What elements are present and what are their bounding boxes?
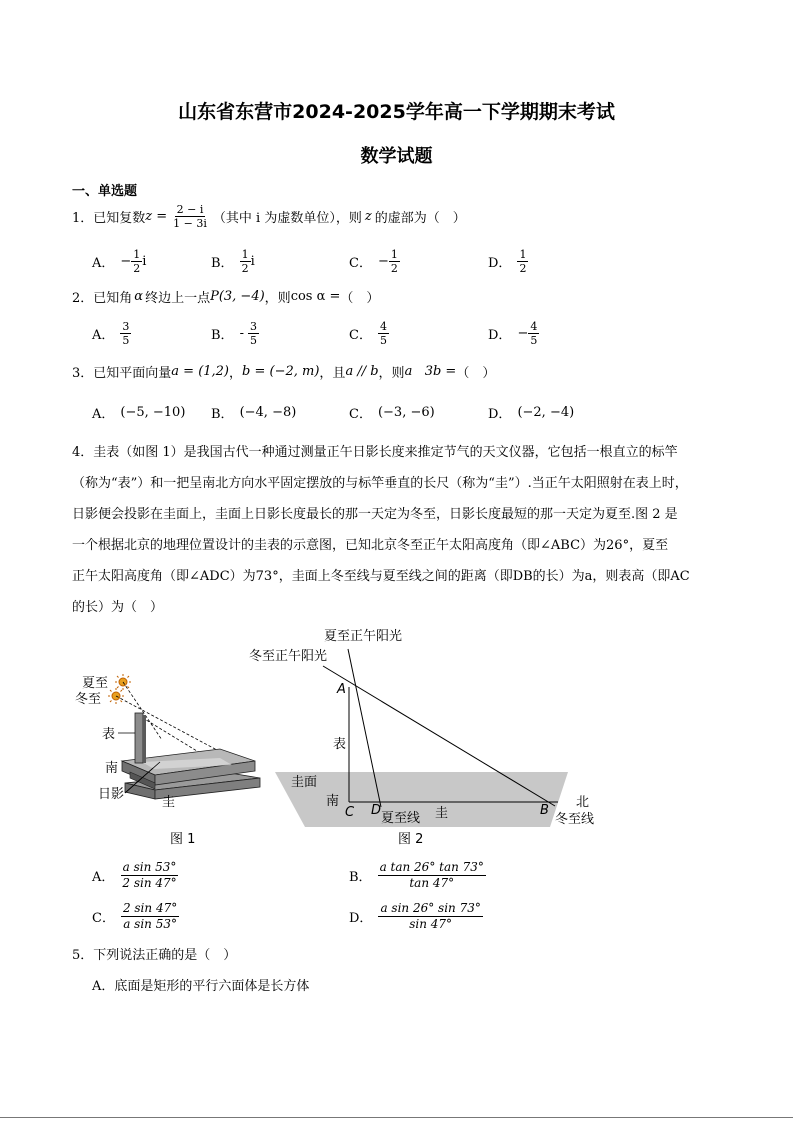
- frac-den: sin 47°: [409, 917, 453, 931]
- question-3-stem: [72, 362, 495, 381]
- frac-num: a tan 26° tan 73°: [379, 860, 484, 874]
- option-label: C．: [92, 911, 115, 926]
- fig2-north-label: 北: [576, 795, 590, 810]
- question-1-stem: [72, 203, 466, 230]
- fig2-south-label: 南: [326, 794, 340, 809]
- frac-num: 1: [133, 248, 141, 261]
- frac-num: 4: [379, 320, 387, 333]
- frac-num: 1: [241, 248, 249, 261]
- q1-option-c[interactable]: [349, 248, 400, 275]
- option-label: B．: [211, 407, 234, 422]
- q5-option-a[interactable]: A．底面是矩形的平行六面体是长方体: [92, 979, 310, 994]
- q2-alpha: α: [134, 289, 144, 304]
- frac-den: 5: [249, 334, 257, 347]
- page-bottom-divider: [0, 1117, 793, 1118]
- fig1-gui-label: 圭: [162, 795, 176, 810]
- frac-den: a sin 53°: [123, 917, 177, 931]
- frac-num: 1: [390, 248, 398, 261]
- fig2-caption: 图 2: [398, 832, 424, 847]
- q4-line: 的长）为（ ）: [72, 600, 164, 615]
- option-label: D．: [488, 407, 512, 422]
- frac-num: 3: [249, 320, 257, 333]
- q2-option-d[interactable]: [488, 320, 539, 347]
- q4-line: 4．圭表（如图 1）是我国古代一种通过测量正午日影长度来推定节气的天文仪器，它包括一根直立的标竿: [72, 445, 678, 460]
- frac-den: 2: [390, 262, 398, 275]
- biao-pole-side: [143, 715, 146, 763]
- q3-vec-a: a = (1,2): [171, 364, 230, 379]
- q3-comma: ，: [229, 366, 243, 381]
- q2-end: （ ）: [340, 291, 380, 306]
- q1-option-a[interactable]: [92, 248, 146, 275]
- frac-num: 4: [530, 320, 538, 333]
- q2-point: P(3, −4): [210, 289, 265, 304]
- frac-den: 5: [122, 334, 130, 347]
- q1-fraction: [171, 203, 209, 230]
- option-fraction: [528, 320, 539, 347]
- q4-line: 一个根据北京的地理位置设计的圭表的示意图，已知北京冬至正午太阳高度角（即∠ABC）为26°，夏至: [72, 538, 669, 553]
- q2-mid: 终边上一点: [145, 291, 211, 306]
- fig2-winter-sun-label: 冬至正午阳光: [249, 649, 328, 664]
- option-fraction: [120, 320, 131, 347]
- figure-2: [249, 624, 605, 847]
- q1-option-d[interactable]: [488, 248, 528, 275]
- q4-option-d[interactable]: [349, 901, 483, 932]
- question-2-stem: [72, 287, 379, 306]
- option-fraction: [121, 901, 179, 932]
- option-label: C．: [349, 328, 372, 343]
- figure-1: [70, 665, 280, 845]
- fig1-shadow-label: 日影: [98, 787, 125, 802]
- question-4-stem: [72, 437, 690, 623]
- frac-den: 2: [241, 262, 249, 275]
- fig1-south-label: 南: [105, 761, 119, 776]
- fig2-biao-label: 表: [333, 737, 347, 752]
- fig2-summer-line-label: 夏至线: [381, 811, 421, 826]
- option-sign: −: [517, 326, 529, 341]
- fig1-summer-label: 夏至: [82, 676, 109, 691]
- point-d-label: D: [371, 803, 382, 818]
- option-label: A．: [92, 256, 115, 271]
- q3-prefix: 3．已知平面向量: [72, 366, 172, 381]
- q2-option-a[interactable]: [92, 320, 131, 347]
- option-sign: −: [120, 254, 132, 269]
- frac-den: tan 47°: [409, 876, 455, 890]
- option-value: (−3, −6): [377, 405, 435, 420]
- option-fraction: [517, 248, 528, 275]
- point-b-label: B: [540, 803, 549, 818]
- biao-pole: [135, 713, 143, 763]
- q2-mid2: ，则: [264, 291, 291, 306]
- q1-prefix: 1．已知复数: [72, 211, 146, 226]
- q4-line: 日影便会投影在圭面上，圭面上日影长度最长的那一天定为冬至，日影长度最短的那一天定为夏至.图 2 是: [72, 507, 678, 522]
- q3-mid: ，且: [319, 366, 346, 381]
- fig2-gui-label: 圭: [435, 806, 449, 821]
- fig2-winter-line-label: 冬至线: [555, 812, 595, 827]
- option-label: B．: [211, 256, 234, 271]
- option-suffix: i: [142, 254, 147, 269]
- option-suffix: i: [250, 254, 255, 269]
- q1-frac-den: 1 − 3i: [173, 217, 207, 230]
- q4-option-b[interactable]: [349, 860, 486, 891]
- option-label: B．: [349, 870, 372, 885]
- option-value: (−4, −8): [239, 405, 297, 420]
- frac-num: 2 sin 47°: [122, 901, 178, 915]
- fig1-winter-label: 冬至: [75, 692, 102, 707]
- q2-option-c[interactable]: [349, 320, 389, 347]
- q3-option-c[interactable]: [349, 403, 435, 422]
- option-label: C．: [349, 407, 372, 422]
- option-sign: -: [239, 326, 244, 341]
- q3-option-b[interactable]: [211, 403, 296, 422]
- option-label: A．: [92, 407, 115, 422]
- option-label: D．: [488, 256, 512, 271]
- point-a-label: A: [337, 682, 346, 697]
- option-value: (−2, −4): [517, 405, 575, 420]
- q2-prefix: 2．已知角: [72, 291, 133, 306]
- q1-z: z: [364, 209, 372, 224]
- frac-num: 3: [122, 320, 130, 333]
- q1-option-b[interactable]: [211, 248, 255, 275]
- frac-den: 2 sin 47°: [122, 876, 177, 890]
- fig2-guimian-label: 圭面: [291, 775, 318, 790]
- q1-frac-num: 2 − i: [176, 203, 204, 216]
- option-value: (−5, −10): [120, 405, 186, 420]
- q3-option-a[interactable]: [92, 403, 185, 422]
- option-label: D．: [349, 911, 373, 926]
- q3-end: （ ）: [456, 366, 496, 381]
- option-sign: −: [377, 254, 389, 269]
- fig1-caption: 图 1: [170, 832, 196, 847]
- fig1-biao-label: 表: [102, 727, 116, 742]
- frac-den: 5: [530, 334, 538, 347]
- q2-option-b[interactable]: [211, 320, 259, 347]
- fig2-summer-sun-label: 夏至正午阳光: [324, 629, 403, 644]
- q3-expr: a 3b =: [404, 364, 457, 379]
- question-5-stem: 5．下列说法正确的是（ ）: [72, 948, 237, 963]
- point-c-label: C: [345, 805, 355, 820]
- option-label: C．: [349, 256, 372, 271]
- frac-den: 2: [133, 262, 141, 275]
- frac-den: 5: [379, 334, 387, 347]
- page-subtitle: 数学试题: [360, 146, 433, 167]
- section-heading: 一、单选题: [72, 184, 138, 199]
- q4-option-c[interactable]: [92, 901, 179, 932]
- frac-den: 2: [519, 262, 527, 275]
- q1-suffix: （其中 i 为虚数单位），则: [212, 211, 362, 226]
- option-fraction: [240, 248, 251, 275]
- q3-vec-b: b = (−2, m): [242, 364, 320, 379]
- frac-num: a sin 26° sin 73°: [380, 901, 481, 915]
- option-fraction: [378, 901, 482, 932]
- option-label: A．: [92, 870, 115, 885]
- option-fraction: [131, 248, 142, 275]
- guimian-plane: [275, 772, 568, 827]
- option-fraction: [378, 860, 486, 891]
- q3-mid2: ，则: [378, 366, 405, 381]
- option-fraction: [120, 860, 178, 891]
- option-fraction: [248, 320, 259, 347]
- q1-end: 的虚部为（ ）: [374, 211, 466, 226]
- option-label: B．: [211, 328, 234, 343]
- page-title: 山东省东营市2024-2025学年高一下学期期末考试: [178, 101, 615, 123]
- q4-option-a[interactable]: [92, 860, 179, 891]
- option-label: A．: [92, 328, 115, 343]
- frac-num: a sin 53°: [122, 860, 177, 874]
- q3-option-d[interactable]: [488, 403, 574, 422]
- option-fraction: [378, 320, 389, 347]
- q3-parallel: a // b: [345, 364, 379, 379]
- q4-line: （称为“表”）和一把呈南北方向水平固定摆放的与标竿垂直的长尺（称为“圭”）.当正午太阳照射在表上时，: [72, 476, 688, 491]
- q1-z-eq: z =: [145, 209, 168, 224]
- frac-num: 1: [519, 248, 527, 261]
- option-label: D．: [488, 328, 512, 343]
- option-fraction: [389, 248, 400, 275]
- q4-line: 正午太阳高度角（即∠ADC）为73°，圭面上冬至线与夏至线之间的距离（即DB的长）为a，则表高（即AC: [72, 569, 690, 584]
- q2-cos: cos α =: [290, 289, 341, 304]
